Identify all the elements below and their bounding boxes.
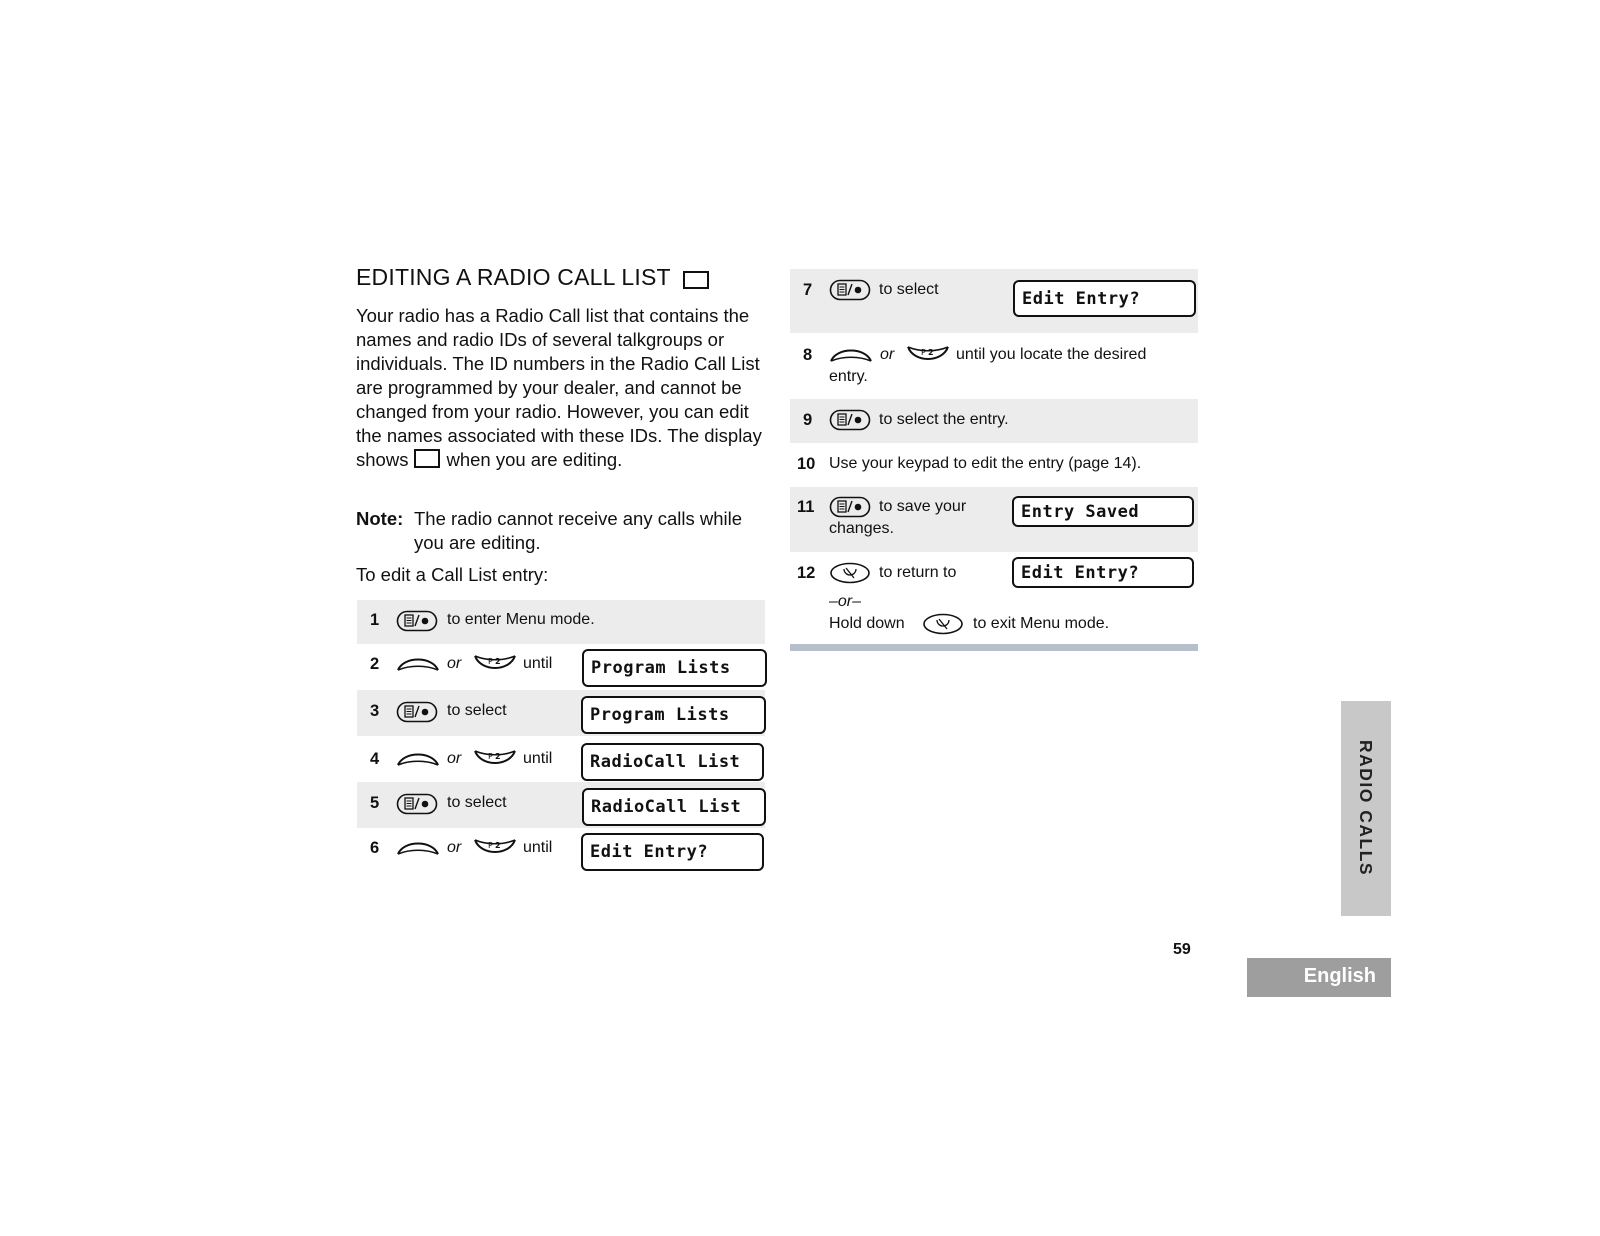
step-text: to select [879, 281, 939, 298]
step-row-2 [357, 644, 769, 690]
step-text: until [523, 839, 553, 856]
intro-paragraph [356, 304, 766, 472]
menu-select-button-icon [829, 279, 871, 301]
step-number: 8 [803, 346, 813, 364]
or-text: or [447, 839, 462, 856]
step-text: until [523, 655, 553, 672]
edit-mode-indicator-icon [414, 449, 440, 468]
lead-text: To edit a Call List entry: [356, 564, 549, 585]
step-number: 3 [370, 702, 380, 720]
step-number: 10 [797, 455, 816, 473]
scroll-up-button-icon [396, 747, 440, 769]
step-number: 11 [797, 498, 815, 516]
scroll-up-button-icon [396, 652, 440, 674]
or-separator: –or– [829, 593, 862, 610]
menu-select-button-icon [829, 409, 871, 431]
step-row-1 [357, 600, 765, 644]
menu-select-button-icon [396, 793, 438, 815]
scroll-down-p2-button-icon [473, 836, 517, 858]
radio-display-screen: RadioCall List [582, 788, 766, 826]
menu-select-button-icon [829, 496, 871, 518]
radio-display-screen: Edit Entry? [1013, 280, 1196, 317]
step-number: 1 [370, 611, 380, 629]
step-row-9 [790, 399, 1198, 443]
page-number: 59 [1173, 941, 1191, 958]
menu-select-button-icon [396, 610, 438, 632]
step-number: 12 [797, 564, 816, 582]
step-text: until [523, 750, 553, 767]
edit-mode-indicator-icon [683, 271, 709, 289]
step-text: to select [447, 794, 507, 811]
scroll-up-button-icon [829, 343, 873, 365]
intro-text-1: Your radio has a Radio Call list that contains the names and radio IDs of several talkgroups or individuals. The ID numbers in the Radio Call List are programmed by your dealer, and cannot be changed from your radio. However, you can edit the names associated with these IDs. The display shows [356, 305, 762, 470]
step-text-continued: entry. [829, 368, 868, 385]
step-row-7 [790, 269, 1198, 333]
page-title-text: EDITING A RADIO CALL LIST [356, 264, 671, 290]
scroll-down-p2-button-icon [473, 747, 517, 769]
step-row-10 [790, 443, 1198, 487]
hold-down-text: Hold down [829, 615, 905, 632]
home-exit-button-icon [829, 562, 871, 584]
scroll-down-p2-button-icon [473, 652, 517, 674]
step-number: 7 [803, 281, 813, 299]
note [356, 507, 776, 553]
page-title [356, 264, 709, 291]
radio-display-screen: Program Lists [581, 696, 766, 734]
note-label: Note: [356, 508, 404, 529]
hold-down-text-end: to exit Menu mode. [973, 615, 1110, 632]
step-row-6 [357, 828, 765, 874]
radio-display-screen: Entry Saved [1012, 496, 1194, 527]
step-number: 5 [370, 794, 380, 812]
intro-text-2: when you are editing. [446, 449, 623, 470]
step-row-12 [790, 552, 1198, 642]
step-text: to return to [879, 564, 957, 581]
language-tab: English [1247, 958, 1391, 997]
or-text: or [447, 750, 462, 767]
home-exit-button-icon [922, 613, 964, 635]
step-number: 9 [803, 411, 813, 429]
note-text: The radio cannot receive any calls while you are editing. [414, 508, 743, 553]
section-side-tab [1341, 701, 1391, 916]
step-number: 2 [370, 655, 380, 673]
section-side-tab-label: RADIO CALLS [1356, 740, 1376, 877]
step-text-continued: changes. [829, 520, 894, 537]
step-text: to enter Menu mode. [447, 611, 595, 628]
scroll-up-button-icon [396, 836, 440, 858]
step-text: Use your keypad to edit the entry (page 14). [829, 455, 1142, 472]
step-text: to select the entry. [879, 411, 1009, 428]
step-row-4 [357, 736, 765, 782]
step-number: 6 [370, 839, 380, 857]
radio-display-screen: Program Lists [582, 649, 767, 687]
radio-display-screen: Edit Entry? [581, 833, 764, 871]
step-text: until you locate the desired [956, 346, 1147, 363]
step-row-5 [357, 782, 765, 828]
radio-display-screen: Edit Entry? [1012, 557, 1194, 588]
step-text: to save your [879, 498, 967, 515]
or-text: or [447, 655, 462, 672]
step-row-3 [357, 690, 765, 736]
step-text: to select [447, 702, 507, 719]
menu-select-button-icon [396, 701, 438, 723]
step-row-8 [790, 333, 1198, 399]
radio-display-screen: RadioCall List [581, 743, 764, 781]
or-text: or [880, 346, 895, 363]
table-bottom-rule [790, 644, 1198, 651]
scroll-down-p2-button-icon [906, 343, 950, 365]
step-number: 4 [370, 750, 380, 768]
step-row-11 [790, 487, 1198, 552]
